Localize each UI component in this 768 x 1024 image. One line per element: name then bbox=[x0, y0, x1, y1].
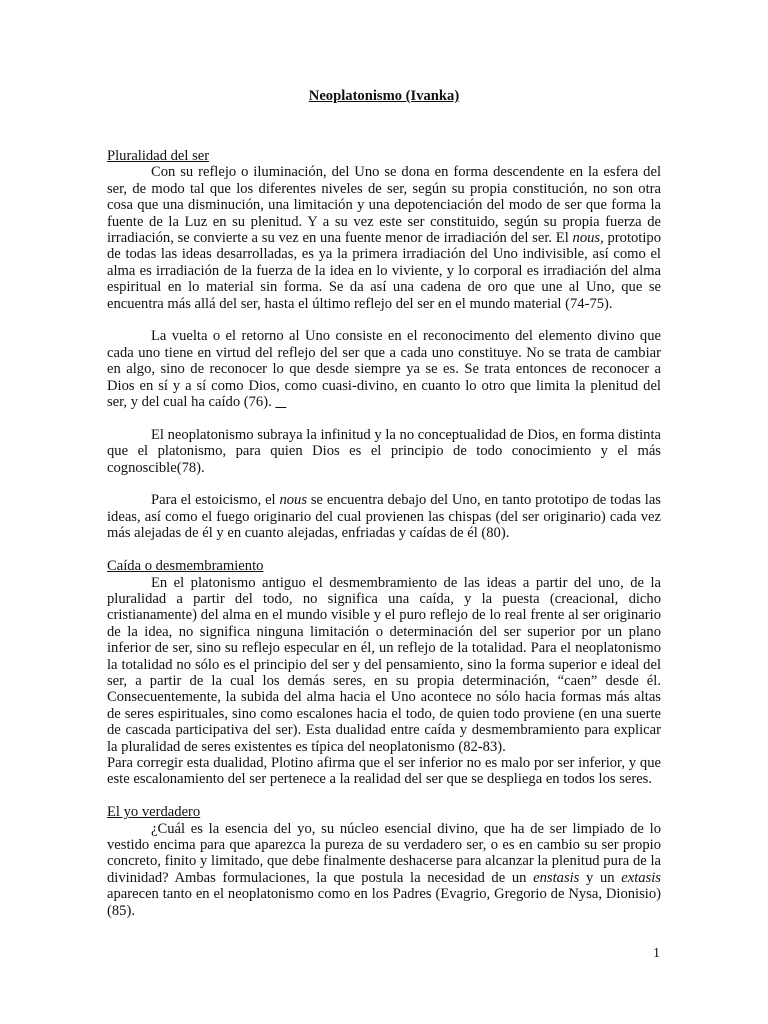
page-number: 1 bbox=[653, 946, 660, 961]
document-title: Neoplatonismo (Ivanka) bbox=[308, 88, 460, 104]
document-body bbox=[107, 148, 661, 919]
paragraph: Para el estoicismo, el nous se encuentra debajo del Uno, en tanto prototipo de todas las ideas, así como el fuego originario del cual provienen las chispas (del ser originario) cada vez más alejadas de él y en cuanto alejadas, enfriadas y caídas de él (80). bbox=[107, 492, 661, 542]
section-heading-yo-verdadero: El yo verdadero bbox=[107, 804, 201, 821]
paragraph: La vuelta o el retorno al Uno consiste en el reconocimento del elemento divino que cada uno tiene en virtud del reflejo del ser que a cada uno constituye. No se trata de cambiar en algo, sino de reconocer lo que desde siempre ya se es. Se trata entonces de reconocer a Dios en sí y a sí como Dios, como cuasi-divino, en cuanto lo otro que limita la plenitud del ser, y del cual ha caído (76). bbox=[107, 328, 661, 411]
paragraph: ¿Cuál es la esencia del yo, su núcleo esencial divino, que ha de ser limpiado de lo vestido encima para que aparezca la pureza de su verdadero ser, o es en cambio su ser propio concreto, finito y limitado, que debe finalmente deshacerse para alcanzar la plenitud pura de la divinidad? Ambas formulaciones, la que postula la necesidad de un enstasis y un extasis aparecen tanto en el neoplatonismo como en los Padres (Evagrio, Gregorio de Nysa, Dionisio)(85). bbox=[107, 820, 661, 919]
paragraph: Para corregir esta dualidad, Plotino afirma que el ser inferior no es malo por ser inferior, y que este escalonamiento del ser pertenece a la realidad del ser que se despliega en todos los seres. bbox=[107, 754, 661, 788]
section-heading-caida: Caída o desmembramiento bbox=[107, 558, 264, 575]
stray-underline-mark bbox=[275, 394, 286, 410]
paragraph: Con su reflejo o iluminación, del Uno se dona en forma descendente en la esfera del ser, de modo tal que los diferentes niveles de ser, según su propia constitución, no son otra cosa que una disminución, una limitación y una depotenciación del modo de ser que forma la fuente de la Luz en su plenitud. Y a su vez este ser constituido, según su propia fuerza de irradiación, se convierte a su vez en una fuente menor de irradiación del ser. El nous, prototipo de todas las ideas desarrolladas, es ya la primera irradiación del Uno indivisible, así como el alma es irradiación de la fuerza de la idea en lo viviente, y lo corporal es irradiación del alma espiritual en lo material sin forma. Se da así una cadena de oro que une al Uno, que se encuentra más allá del ser, hasta el último reflejo del ser en el mundo material (74-75). bbox=[107, 164, 662, 312]
paragraph: El neoplatonismo subraya la infinitud y la no conceptualidad de Dios, en forma distinta que el platonismo, para quien Dios es el principio de todo conocimiento y el más cognoscible(78). bbox=[107, 426, 661, 476]
section-heading-pluralidad: Pluralidad del ser bbox=[107, 148, 210, 164]
paragraph: En el platonismo antiguo el desmembramiento de las ideas a partir del uno, de la pluralidad a partir del todo, no significa una caída, y la puesta (creacional, dicho cristianamente) del alma en el mundo visible y el puro reflejo de lo real frente al ser originario de la idea, no significa ninguna limitación o determinación del ser superior por un plano inferior de ser, sino su reflejo especular en él, un reflejo de la totalidad. Para el neoplatonismo la totalidad no sólo es el principio del ser y del pensamiento, sino la forma superior e ideal del ser, a partir de la cual los demás seres, en su propia determinación, “caen” desde él. Consecuentemente, la subida del alma hacia el Uno acontece no sólo hacia formas más altas de seres espirituales, sino como escalones hacia el todo, de quien todo proviene (en una suerte de cascada participativa del ser). Esta dualidad entre caída y desmembramiento para explicar la pluralidad de seres existentes es típica del neoplatonismo (82-83). bbox=[107, 574, 661, 755]
